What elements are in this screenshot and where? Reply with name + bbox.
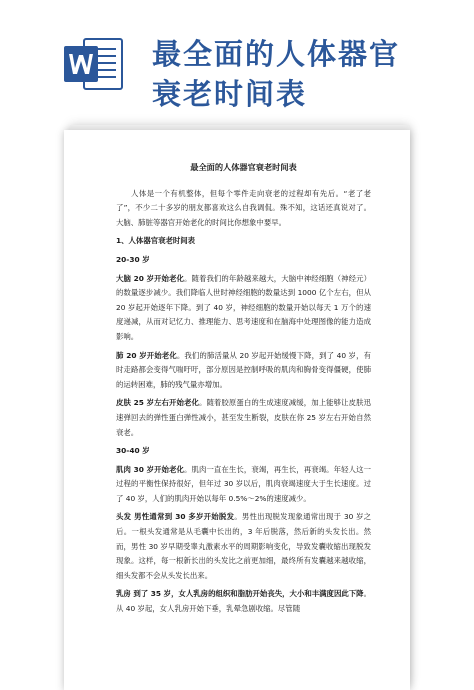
- age-group-heading: 20-30 岁: [116, 254, 150, 264]
- brain-lead: 大脑 20 岁开始老化: [116, 273, 184, 283]
- banner-title-line1: 最全面的人体器官: [152, 37, 401, 71]
- banner-title: [152, 34, 400, 114]
- banner: [0, 0, 474, 118]
- paragraph-muscle: [116, 463, 371, 507]
- banner-title-line2: 衰老时间表: [152, 77, 308, 111]
- section-heading: 1、人体器官衰老时间表: [116, 236, 196, 246]
- hair-text: 。男性出现脱发现象通常出现于 30 岁之后。一根头发通常是从毛囊中长出的，3 年后脱落，然后新的头发长出。然而，男性 30 岁早期受睾丸激素水平的周期影响变化，导致发囊收缩出现脱发现象。这样，每一根新长出的头发比之前更加细，最终所有发囊越来越收缩，细头发都不会从头发长出来。: [116, 512, 371, 580]
- breast-lead: 乳房 到了 35 岁，女人乳房的组织和脂肪开始丧失，大小和丰满度因此下降: [116, 589, 364, 599]
- paragraph-hair: [116, 510, 371, 583]
- lung-text: 。我们的肺活量从 20 岁起开始缓慢下降，到了 40 岁，有时走路都会变得气喘吁吁，部分原因是控制呼吸的肌肉和胸骨变得僵硬，使肺的运转困难，肺的残气量亦增加。: [116, 350, 371, 389]
- breast-text: 。从 40 岁起，女人乳房开始下垂，乳晕急剧收缩。尽管随: [116, 589, 371, 614]
- intro-paragraph: 人体是一个有机整体，但每个零件走向衰老的过程却有先后。“老了老了”，不少二十多岁的朋友都喜欢这么自我调侃。殊不知，这话还真说对了。大脑、肺脏等器官开始老化的时间比你想象中要早。: [116, 188, 371, 227]
- paragraph-brain: [116, 272, 371, 345]
- muscle-lead: 肌肉 30 岁开始老化: [116, 464, 184, 474]
- document-page: [64, 130, 410, 690]
- skin-lead: 皮肤 25 岁左右开始老化: [116, 398, 199, 408]
- age-group-heading: 30-40 岁: [116, 446, 150, 456]
- document-body: [116, 160, 371, 617]
- muscle-text: 。肌肉一直在生长，衰竭，再生长，再衰竭。年轻人这一过程的平衡性保持很好，但年过 30 岁以后，肌肉衰竭速度大于生长速度。过了 40 岁，人们的肌肉开始以每年 0.5%～2%的速度减少。: [116, 464, 371, 503]
- paragraph-breast: [116, 587, 371, 616]
- brain-text: 。随着我们的年龄越来越大，大脑中神经细胞（神经元）的数量逐步减少。我们降临人世时神经细胞的数量达到 1000 亿个左右，但从 20 岁起开始逐年下降。到了 40 岁，神经细胞的数量开始以每天 1 万个的速度递减，从而对记忆力、推理能力、思考速度和在脑海中处理图像的能力造成影响。: [116, 273, 371, 341]
- paragraph-lung: [116, 349, 371, 393]
- hair-lead: 头发 男性通常到 30 多岁开始脱发: [116, 512, 235, 522]
- lung-lead: 肺 20 岁开始老化: [116, 350, 177, 360]
- paragraph-skin: [116, 396, 371, 440]
- skin-text: 。随着胶原蛋白的生成速度减缓，加上能够让皮肤迅速弹回去的弹性蛋白弹性减小，甚至发生断裂，皮肤在你 25 岁左右开始自然衰老。: [116, 398, 371, 437]
- document-title: 最全面的人体器官衰老时间表: [190, 162, 297, 172]
- word-icon: [62, 33, 124, 95]
